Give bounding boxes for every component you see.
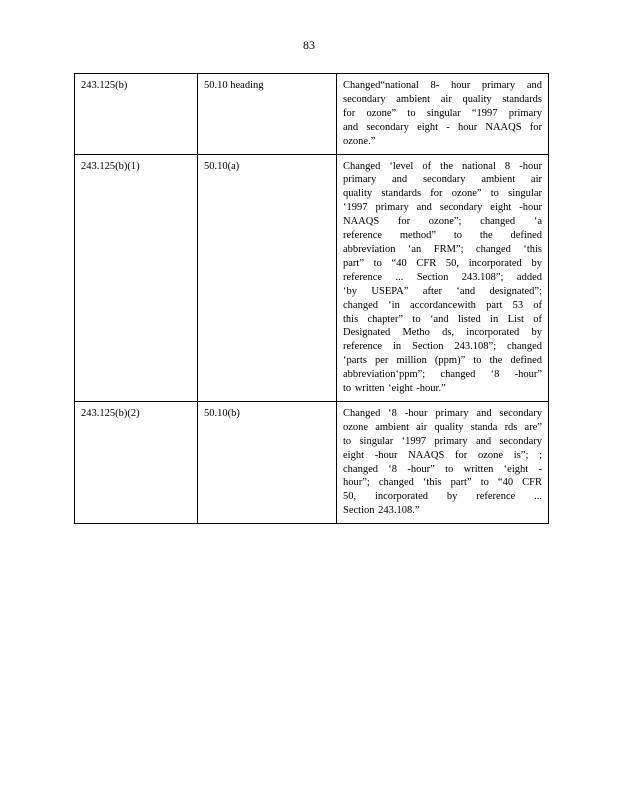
description-line: reference method” to the defined — [343, 230, 542, 242]
description-cell — [337, 401, 549, 523]
section-cell: 243.125(b)(2) — [75, 401, 198, 523]
reference-cell: 50.10 heading — [198, 74, 337, 155]
regulation-changes-table — [74, 73, 549, 524]
description-line: changed ‘8 -hour” to written ‘eight - — [343, 463, 542, 475]
description-line: ozone.” — [343, 135, 376, 147]
table-row — [75, 154, 549, 401]
table-row — [75, 401, 549, 523]
description-line: reference ... Section 243.108”; added — [343, 271, 542, 283]
description-line: eight -hour NAAQS for ozone is”; ; — [343, 449, 542, 461]
description-cell — [337, 74, 549, 155]
page-number: 83 — [303, 38, 315, 52]
description-line: changed ‘in accordancewith part 53 of — [343, 299, 542, 311]
description-line: and secondary eight - hour NAAQS for — [343, 121, 542, 133]
description-line: ‘parts per million (ppm)” to the defined — [343, 355, 542, 367]
description-line: ‘1997 primary and secondary eight -hour — [343, 202, 542, 214]
description-line: quality standards for ozone” to singular — [343, 188, 542, 200]
description-line: Changed“national 8- hour primary and — [343, 80, 542, 91]
description-line: Changed ‘level of the national 8 -hour — [343, 160, 542, 172]
description-line: secondary ambient air quality standards — [343, 93, 542, 105]
description-line: Changed ‘8 -hour primary and secondary — [343, 407, 542, 419]
description-line: for ozone” to singular “1997 primary — [343, 107, 542, 119]
description-line: ‘by USEPA” after ‘and designated”; — [343, 285, 542, 297]
description-line: abbreviation‘ppm”; changed ‘8 -hour” — [343, 369, 542, 381]
section-cell: 243.125(b) — [75, 74, 198, 155]
description-line: primary and secondary ambient air — [343, 174, 542, 186]
description-line: NAAQS for ozone”; changed ‘a — [343, 216, 542, 228]
description-line: to singular ‘1997 primary and secondary — [343, 435, 542, 447]
description-line: Designated Metho ds, incorporated by — [343, 327, 542, 339]
description-line: reference in Section 243.108”; changed — [343, 341, 542, 353]
description-line: part” to “40 CFR 50, incorporated by — [343, 257, 542, 269]
description-line: this chapter” to ‘and listed in List of — [343, 313, 542, 325]
description-line: abbreviation ‘an FRM”; changed ‘this — [343, 243, 542, 255]
reference-cell: 50.10(b) — [198, 401, 337, 523]
section-cell: 243.125(b)(1) — [75, 154, 198, 401]
description-line: hour”; changed ‘this part” to “40 CFR — [343, 477, 542, 489]
description-line: Section 243.108.” — [343, 505, 420, 517]
description-cell — [337, 154, 549, 401]
table-row — [75, 74, 549, 155]
description-line: ozone ambient air quality standa rds are” — [343, 421, 542, 433]
description-line: to written ‘eight -hour.” — [343, 383, 446, 395]
description-line: 50, incorporated by reference ... — [343, 491, 542, 503]
reference-cell: 50.10(a) — [198, 154, 337, 401]
